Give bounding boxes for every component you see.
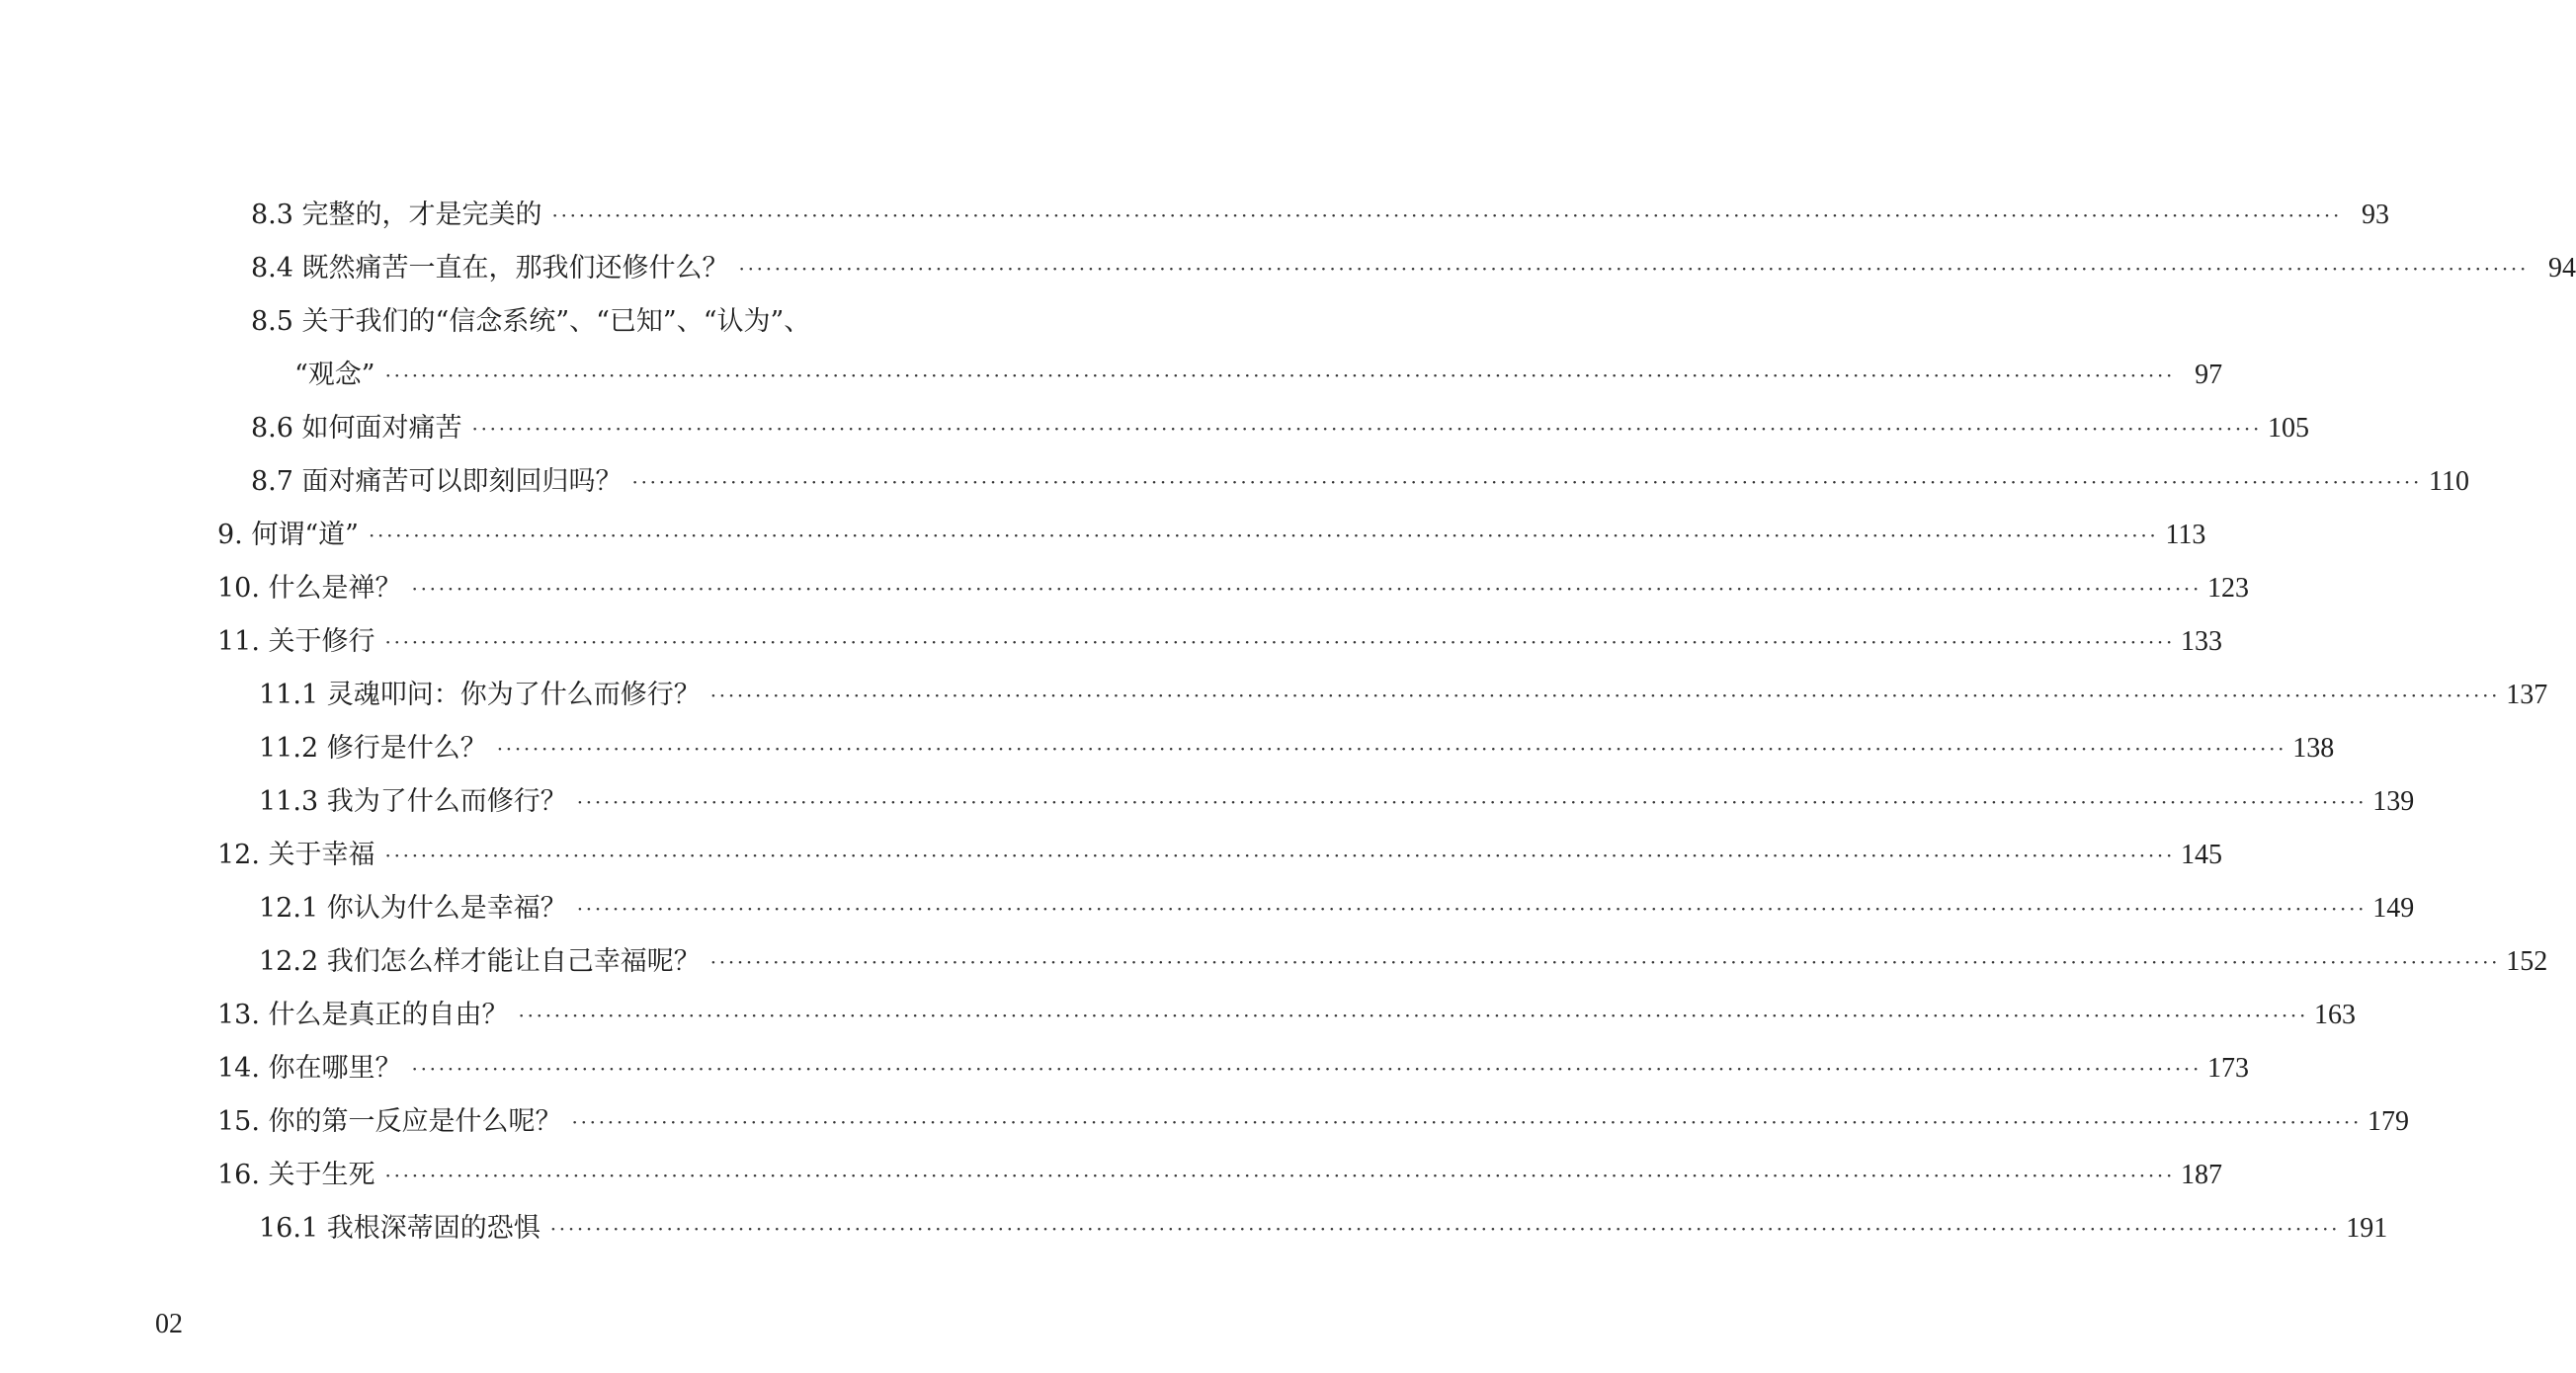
toc-leader-dots: ········································································································································································································ [576, 897, 2368, 921]
toc-entry[interactable] [259, 887, 2415, 930]
toc-entry[interactable] [259, 940, 2548, 984]
toc-entry-title: 12.1 你认为什么是幸福？ [259, 893, 567, 924]
toc-entry-title: 16.1 我根深蒂固的恐惧 [259, 1213, 540, 1244]
toc-entry-title: 11.1 灵魂叩问：你为了什么而修行？ [259, 680, 701, 710]
toc-entry[interactable] [259, 780, 2415, 824]
toc-entry-title: 16. 关于生死 [217, 1160, 375, 1190]
toc-entry[interactable] [217, 514, 2206, 557]
toc-entry-page: 94 [2548, 253, 2576, 283]
toc-leader-dots: ········································································································································································································ [384, 844, 2176, 867]
toc-entry-page: 133 [2181, 626, 2223, 657]
toc-entry-title: 10. 什么是禅？ [217, 573, 402, 604]
toc-entry-page: 123 [2207, 573, 2250, 604]
toc-entry-title: 12.2 我们怎么样才能让自己幸福呢？ [259, 946, 701, 977]
toc-entry-page: 187 [2181, 1160, 2223, 1190]
toc-leader-dots: ········································································································································································································ [709, 950, 2501, 974]
toc-entry[interactable] [294, 354, 2223, 397]
toc-leader-dots: ········································································································································································································ [631, 470, 2423, 494]
toc-leader-dots: ········································································································································································································ [411, 577, 2202, 601]
toc-entry-page: 110 [2429, 466, 2470, 497]
toc-leader-dots: ········································································································································································································ [549, 1217, 2341, 1241]
toc-entry[interactable] [217, 994, 2357, 1037]
toc-entry-page: 137 [2506, 680, 2548, 710]
toc-entry[interactable] [251, 460, 2470, 504]
toc-entry-title: 11.2 修行是什么？ [259, 733, 487, 764]
toc-entry-title: 14. 你在哪里？ [217, 1053, 402, 1084]
toc-entry[interactable] [259, 727, 2335, 770]
toc-leader-dots: ········································································································································································································ [496, 737, 2287, 761]
toc-entry-title: 8.3 完整的，才是完美的 [251, 200, 542, 230]
toc-entry[interactable] [251, 247, 2576, 290]
toc-entry-page: 113 [2165, 520, 2206, 550]
toc-entry-title: 8.6 如何面对痛苦 [251, 413, 462, 444]
toc-entry-title: 11. 关于修行 [217, 626, 375, 657]
toc-entry-title: 11.3 我为了什么而修行？ [259, 786, 567, 817]
toc-entry[interactable] [217, 1100, 2410, 1144]
page-number: 02 [155, 1309, 183, 1339]
toc-leader-dots: ········································································································································································································ [551, 203, 2343, 227]
toc-leader-dots: ········································································································································································································ [471, 417, 2263, 441]
toc-entry-page: 97 [2195, 360, 2223, 390]
toc-leader-dots: ········································································································································································································ [384, 630, 2176, 654]
toc-entry-page: 93 [2362, 200, 2390, 230]
toc-entry[interactable] [217, 620, 2223, 664]
toc-entry-page: 163 [2314, 1000, 2357, 1030]
toc-leader-dots: ········································································································································································································ [571, 1110, 2363, 1134]
toc-entry[interactable] [259, 674, 2548, 717]
toc-leader-dots: ········································································································································································································ [518, 1004, 2309, 1027]
toc-entry-page: 173 [2207, 1053, 2250, 1084]
toc-entry-title: 15. 你的第一反应是什么呢？ [217, 1106, 562, 1137]
toc-entry-title: 8.4 既然痛苦一直在，那我们还修什么？ [251, 253, 729, 283]
toc-entry[interactable] [259, 1207, 2388, 1251]
toc-entry-page: 152 [2506, 946, 2548, 977]
toc-entry-page: 105 [2268, 413, 2310, 444]
toc-entry[interactable] [217, 834, 2223, 877]
toc-entry-title: “观念” [294, 360, 375, 390]
toc-entry-page: 149 [2372, 893, 2415, 924]
toc-entry-page: 139 [2372, 786, 2415, 817]
toc-entry[interactable] [251, 407, 2310, 450]
toc-entry-page: 138 [2292, 733, 2335, 764]
toc-leader-dots: ········································································································································································································ [368, 524, 2159, 547]
toc-leader-dots: ········································································································································································································ [576, 790, 2368, 814]
toc-leader-dots: ········································································································································································································ [709, 684, 2501, 707]
toc-leader-dots: ········································································································································································································ [384, 1164, 2176, 1187]
toc-leader-dots: ········································································································································································································ [411, 1057, 2202, 1081]
toc-entry-page: 179 [2368, 1106, 2410, 1137]
toc-leader-dots: ········································································································································································································ [738, 257, 2530, 281]
toc-entry-title: 8.7 面对痛苦可以即刻回归吗？ [251, 466, 623, 497]
toc-entry[interactable] [217, 567, 2250, 610]
toc-entry[interactable] [251, 194, 2390, 237]
toc-entry-page: 145 [2181, 840, 2223, 870]
toc-entry-title: 13. 什么是真正的自由？ [217, 1000, 509, 1030]
toc-entry[interactable] [217, 1047, 2250, 1090]
toc-entry-title: 9. 何谓“道” [217, 520, 359, 550]
toc-entry-page: 191 [2346, 1213, 2388, 1244]
toc-leader-dots: ········································································································································································································ [384, 363, 2176, 387]
toc-entry[interactable] [251, 300, 903, 344]
toc-entry[interactable] [217, 1154, 2223, 1197]
toc-entry-title: 12. 关于幸福 [217, 840, 375, 870]
toc-entry-title: 8.5 关于我们的“信念系统”、“已知”、“认为”、 [251, 306, 811, 337]
